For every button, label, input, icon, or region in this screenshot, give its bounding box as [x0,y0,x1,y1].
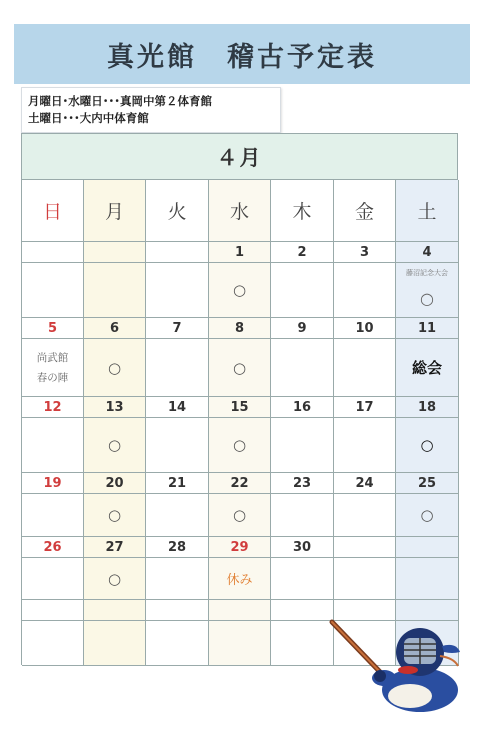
date-number: 22 [230,475,249,491]
date-number: 14 [167,399,187,415]
date-number: 18 [417,399,437,415]
date-cell [334,242,396,263]
event-cell [84,621,146,666]
legend-line-saturday: 土曜日･･･大内中体育館 [28,111,149,125]
event-cell [209,263,271,318]
date-cell [84,537,146,558]
date-number: 15 [230,399,249,415]
date-cell [22,242,84,263]
event-cell [84,494,146,537]
event-cell [396,263,459,318]
event-cell [146,418,209,473]
date-number: 2 [297,244,307,260]
event-cell [396,339,459,397]
date-number: 17 [355,399,374,415]
date-cell [84,473,146,494]
practice-mark: ○ [107,358,122,377]
date-number: 19 [43,475,62,491]
date-cell [396,397,459,418]
event-cell [271,263,334,318]
event-cell [22,339,84,397]
date-number: 30 [292,539,312,555]
calendar-grid [21,179,458,665]
event-cell [396,494,459,537]
date-number: 5 [47,320,58,336]
title-banner [14,24,470,84]
date-cell [271,537,334,558]
weekday-label: 木 [292,201,312,223]
date-cell [334,397,396,418]
weekday-mon [84,180,146,242]
practice-mark: ○ [420,506,434,524]
practice-mark: ○ [107,436,122,454]
event-cell [209,418,271,473]
legend-line-weekday: 月曜日･水曜日･･･真岡中第２体育館 [28,94,212,108]
date-cell [209,600,271,621]
practice-mark: ○ [420,436,434,454]
practice-mark: ○ [232,281,247,299]
weekday-label: 金 [354,201,374,223]
date-cell [84,318,146,339]
page-title: 真光館 稽古予定表 [107,41,377,73]
date-cell [271,473,334,494]
date-number: 24 [355,475,374,491]
practice-mark: ○ [232,436,247,454]
date-number: 7 [172,320,182,336]
date-cell [146,473,209,494]
date-cell [334,473,396,494]
date-number: 13 [105,399,124,415]
date-cell [146,242,209,263]
date-number: 27 [105,539,124,555]
weekday-tue [146,180,209,242]
date-number: 20 [105,475,124,491]
date-cell [271,318,334,339]
date-cell [146,537,209,558]
date-cell [209,318,271,339]
date-number: 1 [234,244,245,260]
date-cell [22,318,84,339]
event-cell [271,339,334,397]
event-cell [22,418,84,473]
event-cell [84,263,146,318]
event-cell [22,263,84,318]
date-cell [22,600,84,621]
practice-mark: ○ [107,569,122,588]
date-cell [22,537,84,558]
event-cell [334,558,396,600]
date-cell [209,537,271,558]
weekday-label: 土 [417,201,437,223]
date-number: 25 [417,475,437,491]
event-cell [146,263,209,318]
calendar [21,133,458,665]
event-cell [22,494,84,537]
date-cell [271,397,334,418]
event-cell [271,494,334,537]
date-cell [22,473,84,494]
date-number: 11 [417,320,437,336]
practice-mark: ○ [107,506,122,524]
weekday-fri [334,180,396,242]
weekday-label: 水 [229,201,249,223]
event-cell [84,418,146,473]
weekday-label: 日 [42,201,62,223]
tournament-note: 藤沼記念大会 [406,269,448,277]
date-number: 9 [297,320,307,336]
date-cell [209,242,271,263]
event-cell [334,418,396,473]
weekday-sun [22,180,84,242]
date-cell [84,600,146,621]
date-cell [146,397,209,418]
practice-mark: ○ [420,288,434,308]
event-cell [396,418,459,473]
date-cell [22,397,84,418]
date-cell [209,397,271,418]
date-cell [271,242,334,263]
event-cell [84,339,146,397]
date-number: 23 [292,475,312,491]
event-note: 春の陣 [36,371,69,384]
weekday-wed [209,180,271,242]
event-cell [334,263,396,318]
event-cell [209,558,271,600]
date-number: 4 [422,244,432,260]
weekday-label: 火 [167,201,187,223]
event-cell [146,558,209,600]
event-cell [146,494,209,537]
event-cell [334,339,396,397]
event-cell [146,339,209,397]
practice-mark: ○ [232,358,247,377]
event-cell [209,494,271,537]
month-header [21,133,458,179]
date-cell [146,600,209,621]
event-note: 尚武館 [36,351,69,364]
date-cell [84,397,146,418]
date-number: 10 [355,320,374,336]
date-number: 26 [43,539,62,555]
general-meeting-label: 総会 [411,359,442,377]
date-cell [396,473,459,494]
date-number: 29 [230,539,249,555]
weekday-label: 月 [104,201,124,223]
date-cell [396,537,459,558]
event-cell [209,621,271,666]
date-cell [146,318,209,339]
date-number: 8 [234,320,245,336]
event-cell [396,558,459,600]
date-cell [209,473,271,494]
holiday-label: 休み [226,573,253,588]
event-cell [84,558,146,600]
event-cell [22,621,84,666]
date-cell [396,318,459,339]
event-cell [334,494,396,537]
date-cell [334,318,396,339]
event-cell [22,558,84,600]
date-number: 12 [43,399,62,415]
event-cell [209,339,271,397]
kendo-mascot-icon [322,612,472,712]
weekday-sat [396,180,459,242]
weekday-thu [271,180,334,242]
date-cell [84,242,146,263]
venue-legend [21,87,281,133]
event-cell [146,621,209,666]
event-cell [271,418,334,473]
date-number: 16 [292,399,312,415]
date-number: 28 [167,539,187,555]
date-number: 6 [109,320,120,336]
event-cell [271,558,334,600]
date-cell [396,242,459,263]
practice-mark: ○ [232,506,247,524]
date-number: 21 [167,475,187,491]
date-cell [334,537,396,558]
month-title: ４月 [216,145,263,170]
date-number: 3 [359,244,370,260]
